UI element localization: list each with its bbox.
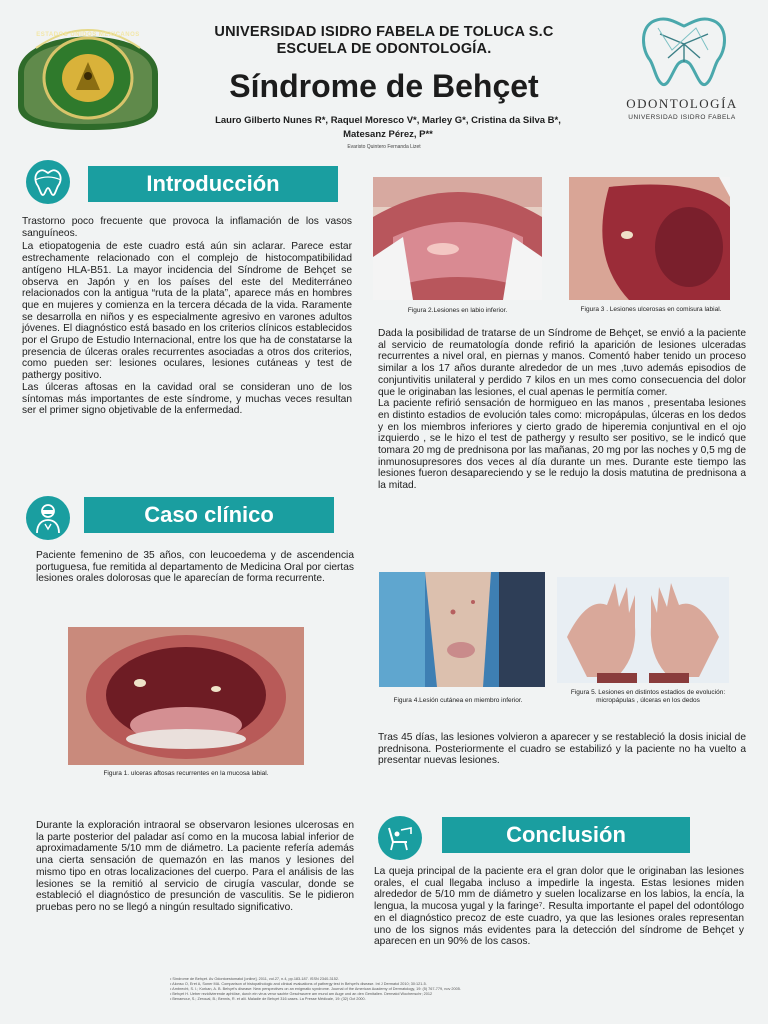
authors-line-2: Matesanz Pérez, P**	[343, 129, 433, 140]
dentist-icon	[34, 502, 62, 534]
conclusion-section-icon	[378, 816, 422, 860]
authors-line-1: Lauro Gilberto Nunes R*, Raquel Moresco V*, Marley G*, Cristina da Silva B*,	[215, 115, 561, 126]
case-section-icon	[26, 496, 70, 540]
figure-1-caption: Figura 1. ulceras aftosas recurrentes en la mucosa labial.	[103, 770, 269, 777]
seal-lettering: ESTADOS UNIDOS MEXICANOS	[36, 32, 140, 38]
school-name: ESCUELA DE ODONTOLOGÍA.	[276, 41, 492, 57]
figure-3-caption: Figura 3 . Lesiones ulcerosas en comisura labial.	[580, 306, 722, 313]
figure-1-photo	[68, 627, 304, 765]
logo-brand: ODONTOLOGÍA	[626, 96, 738, 111]
case-section-title: Caso clínico	[84, 497, 334, 533]
reference-item: • Alonso O, Eret A, Soner MA. Comparison of histopathologic and clinical evaluations of pathergy test in Behçet's disease. Int J Dermatol 2010; 30:121-5.	[170, 982, 427, 986]
figure-3-photo	[569, 177, 730, 300]
intro-text	[22, 216, 352, 417]
conclusion-section-title: Conclusión	[442, 817, 690, 853]
intro-paragraph-1: Trastorno poco frecuente que provoca la inflamación de los vasos sanguíneos.	[22, 216, 352, 239]
case-followup-text: Tras 45 días, las lesiones volvieron a aparecer y se restableció la dosis inicial de prednisona. Posteriormente el cuadro se estabilizó y la paciente no ha vuelto a presentar nuevas lesiones.	[378, 732, 746, 767]
intro-section-title: Introducción	[88, 166, 338, 202]
intro-paragraph-3: Las úlceras aftosas en la cavidad oral se consideran uno de los síntomas más importantes de este síndrome, y muchas veces resultan ser el primer signo objetivable de la enfermedad.	[22, 381, 352, 417]
tooth-icon	[33, 168, 63, 196]
authors	[178, 114, 598, 142]
case-continued-paragraph-2: La paciente refirió sensación de hormigueo en las manos , presentaba lesiones en distinto estadios de evolución tales como: micropápulas, úlceras en los dedos y en los miembros inferiores y cierto grado de hiperemia conjuntival en el ojo izquierdo , se le hizo el test de pathergy y resulto ser positivo, se le indicó que tomara 20 mg de prednisona por las mañanas, 20 mg por las noches y 0,5 mg de inmunosupresores dos veces al día durante un mes. Durante este tiempo las lesiones fueron desapareciendo y se le redujo la dosis matutina de prednisona a la mitad.	[378, 398, 746, 492]
tooth-icon	[638, 14, 730, 88]
reference-item: • Benamour, S.; Zeroual, B.; Bennis, R. et alii. Maladie de Behçet 316 cases. La Presse Médicale, 19: (32) Oct 2000.	[170, 997, 366, 1001]
poster-title: Síndrome de Behçet	[229, 68, 539, 104]
figure-5-photo	[557, 577, 729, 683]
conclusion-text: La queja principal de la paciente era el gran dolor que le originaban las lesiones orales, el cual llegaba incluso a impedirle la ingesta. Estas lesiones miden alrededor de 5/10 mm de diámetro y suelen localizarse en los labios, la encía, la lengua, la mucosa yugal y la faringe⁷. Resulta importante el papel del odontólogo en el diagnóstico precoz de este cuadro, ya que las lesiones orales representan uno de los signos más evidentes para la detección del síndrome de Behçet y aparecen en un 90% de los casos.	[374, 866, 744, 948]
reference-item: • Síndrome de Behçet. Av Odontoestomatol [online]. 2011, vol.27, n.4, pp.183-187. ISSN 2340-3152.	[170, 977, 339, 981]
reference-item: • Ambrecht, S. I.; Korkan, A. B. Behçet's disease: New perspectives on an enigmatic syndrome. Journal of the American Academy of Dermatology, 19: (5) 767-779, nov 2005.	[170, 987, 461, 991]
figure-4-caption: Figura 4.Lesión cutánea en miembro inferior.	[393, 697, 523, 704]
figure-5-caption: Figura 5. Lesiones en distintos estadios de evolución: micropápulas , úlceras en los dedos	[570, 689, 726, 704]
reference-item: • Behçet H. Ueber rezidivierende aphtöse, durch ein virus verur sachte Geschwuere am mund am Auge und an den Genitalien. Dermatol Wochenschr; 2012	[170, 992, 433, 996]
odontologia-logo	[608, 14, 756, 126]
presenter-name: Evaristo Quintero Fernanda Lizet	[347, 144, 421, 150]
case-text-1: Paciente femenino de 35 años, con leucoedema y de ascendencia portuguesa, fue remitida al departamento de Medicina Oral por ciertas lesiones orales dolorosas que le aparecían de forma recurrente.	[36, 550, 354, 585]
intro-paragraph-2: La etiopatogenia de este cuadro está aún sin aclarar. Parece estar estrechamente relacionado con el complejo de histocompatibilidad antígeno HLA-B51. La mayor incidencia del Síndrome de Behçet se observa en Japón y en los países del este del Mediterráneo relacionados con la antigua “ruta de la plata”, aparece más en hombres que en mujeres y comienza en la tercera década de la vida. Raramente se desarrolla en niños y es especialmente agresivo en varones adultos jóvenes. El diagnóstico está basado en los criterios clínicos establecidos por el Grupo de Estudio Internacional, entre los que ha de constatarse la presencia de úlceras orales recurrentes asociadas a otros dos criterios, como pueden ser: lesiones oculares, lesiones cutáneas y test de pathergy positivo.	[22, 241, 352, 382]
figure-2-photo	[373, 177, 542, 300]
case-text-2: Durante la exploración intraoral se observaron lesiones ulcerosas en la parte posterior del paladar así como en la mucosa labial inferior de aproximadamente 5/10 mm de diámetro. La paciente refería además una cierta sensación de quemazón en las manos y lesiones del mismo tipo en otras localizaciones del cuerpo. Para el análisis de las lesiones se la remitió al servicio de cirugía vascular, donde se estableció el diagnóstico de presunción de vasculitis. Se le pidieron pruebas pero no se llegó a ningún resultado significativo.	[36, 820, 354, 913]
figure-2-caption: Figura 2.Lesiones en labio inferior.	[407, 307, 508, 314]
case-continued-paragraph-1: Dada la posibilidad de tratarse de un Síndrome de Behçet, se envió a la paciente al servicio de reumatología donde refirió la aparición de lesiones ulceradas recurrentes a nivel oral, en piernas y manos. Comentó haber tenido un proceso similar a los 17 años durante alrededor de un mes ,tuvo además episodios de conjuntivitis unilateral y perdido 7 kilos en un mes como consecuencia del dolor que le originaban las lesiones, el cual apenas le permitía comer.	[378, 328, 746, 398]
intro-section-icon	[26, 160, 70, 204]
case-continued-text	[378, 328, 746, 492]
references	[170, 977, 570, 1002]
dental-chair-icon	[385, 824, 415, 852]
institution-name: UNIVERSIDAD ISIDRO FABELA DE TOLUCA S.C	[214, 24, 554, 40]
logo-brand-sub: UNIVERSIDAD ISIDRO FABELA	[628, 114, 736, 121]
figure-4-photo	[379, 572, 545, 687]
